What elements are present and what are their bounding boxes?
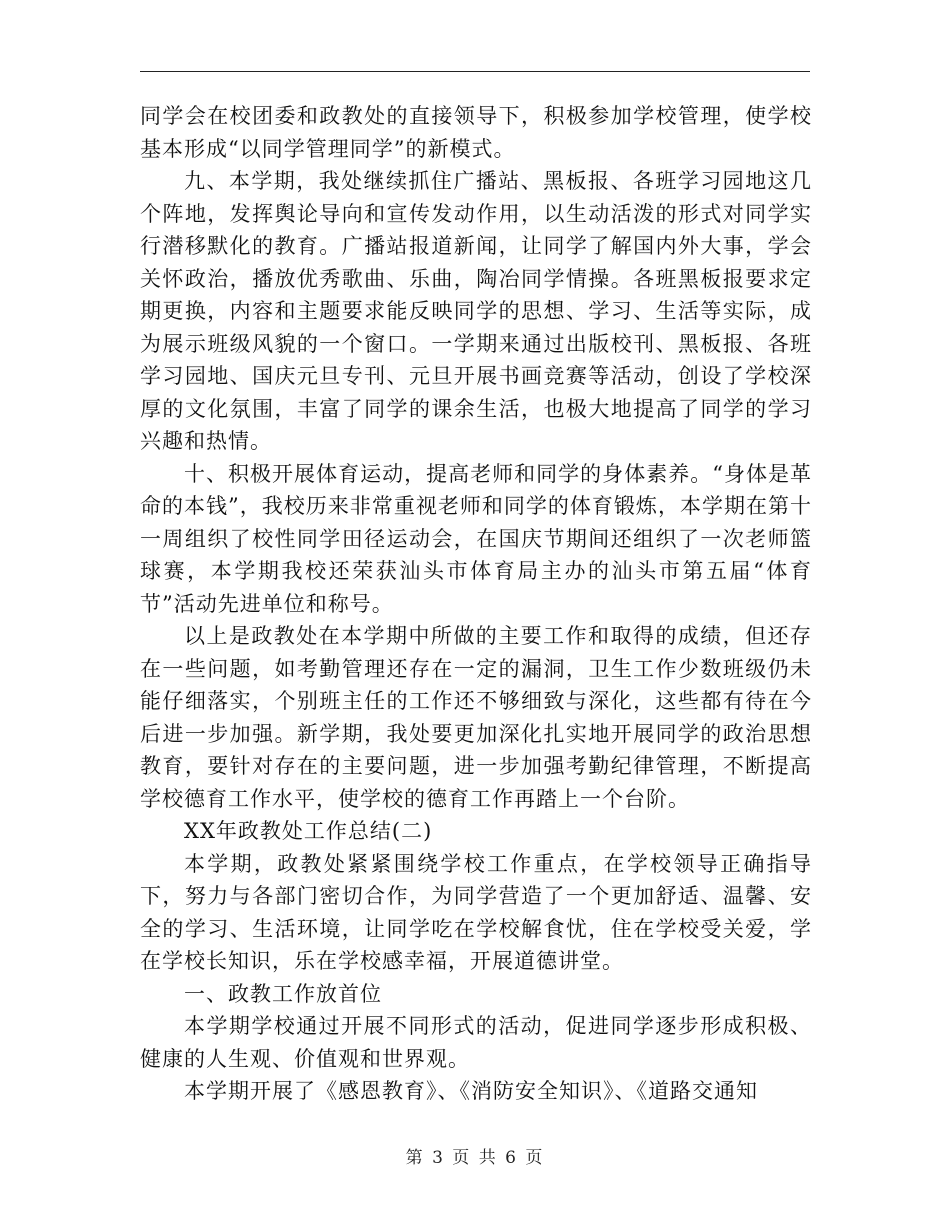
sub-heading: 一、政教工作放首位	[184, 981, 382, 1006]
paragraph-3: 十、积极开展体育运动，提高老师和同学的身体素养。“身体是革命的本钱”，我校历来非常重视老师和同学的体育锻炼，本学期在第十一周组织了校性同学田径运动会，在国庆节期间还组织了一次老师篮球赛，本学期我校还荣获汕头市体育局主办的汕头市第五届“体育节”活动先进单位和称号。	[140, 461, 812, 616]
footer-suffix: 页	[525, 1148, 545, 1168]
header-rule	[140, 71, 810, 72]
section-heading: XX年政教处工作总结(二)	[184, 819, 433, 843]
document-body	[140, 100, 812, 1108]
page-footer	[0, 1143, 950, 1168]
footer-middle: 页 共	[452, 1148, 498, 1168]
paragraph-4: 以上是政教处在本学期中所做的主要工作和取得的成绩，但还存在一些问题，如考勤管理还存在一定的漏洞，卫生工作少数班级仍未能仔细落实，个别班主任的工作还不够细致与深化，这些都有待在今后进一步加强。新学期，我处要更加深化扎实地开展同学的政治思想教育，要针对存在的主要问题，进一步加强考勤纪律管理，不断提高学校德育工作水平，使学校的德育工作再踏上一个台阶。	[140, 624, 812, 811]
paragraph-6: 本学期学校通过开展不同形式的活动，促进同学逐步形成积极、健康的人生观、价值观和世界观。	[140, 1014, 812, 1071]
paragraph-1: 同学会在校团委和政教处的直接领导下，积极参加学校管理，使学校基本形成“以同学管理同学”的新模式。	[140, 104, 812, 161]
footer-total-pages: 6	[505, 1148, 518, 1168]
paragraph-5: 本学期，政教处紧紧围绕学校工作重点，在学校领导正确指导下，努力与各部门密切合作，为同学营造了一个更加舒适、温馨、安全的学习、生活环境，让同学吃在学校解食忧，住在学校受关爱，学在学校长知识，乐在学校感幸福，开展道德讲堂。	[140, 851, 812, 973]
paragraph-7: 本学期开展了《感恩教育》、《消防安全知识》、《道路交通知	[184, 1079, 758, 1103]
footer-current-page: 3	[432, 1148, 445, 1168]
footer-prefix: 第	[405, 1148, 425, 1168]
paragraph-2: 九、本学期，我处继续抓住广播站、黑板报、各班学习园地这几个阵地，发挥舆论导向和宣传发动作用，以生动活泼的形式对同学实行潜移默化的教育。广播站报道新闻，让同学了解国内外大事，学会关怀政治，播放优秀歌曲、乐曲，陶冶同学情操。各班黑板报要求定期更换，内容和主题要求能反映同学的思想、学习、生活等实际，成为展示班级风貌的一个窗口。一学期来通过出版校刊、黑板报、各班学习园地、国庆元旦专刊、元旦开展书画竞赛等活动，创设了学校深厚的文化氛围，丰富了同学的课余生活，也极大地提高了同学的学习兴趣和热情。	[140, 169, 812, 453]
